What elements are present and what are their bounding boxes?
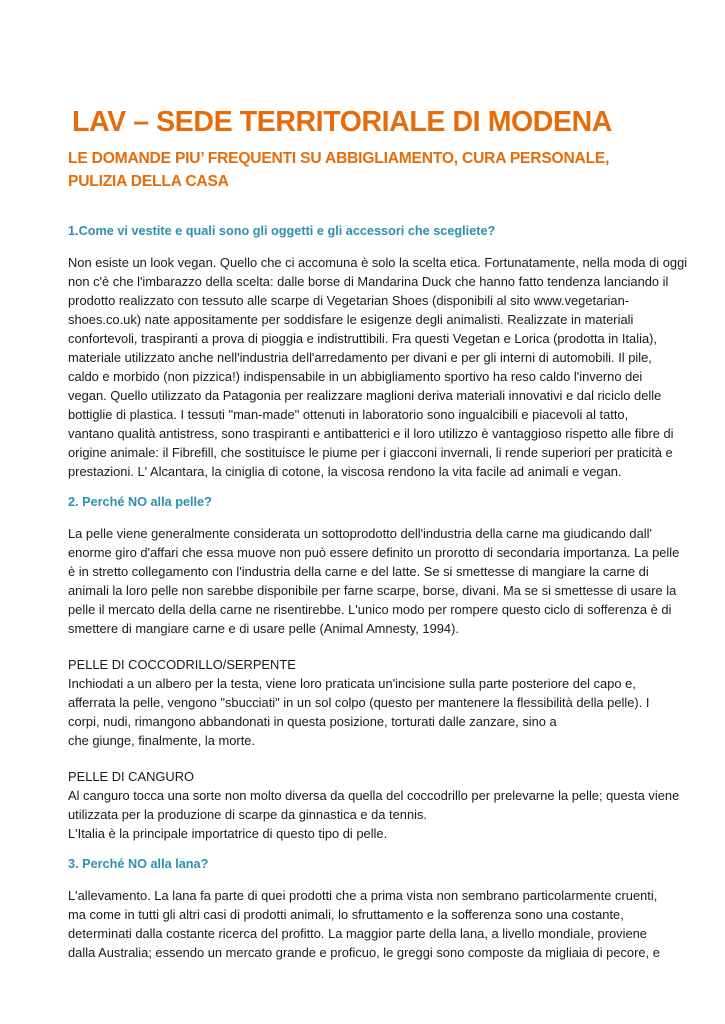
text-line: utilizzata per la produzione di scarpe da ginnastica e da tennis. [68, 807, 428, 822]
question-3-heading: 3. Perché NO alla lana? [68, 857, 209, 871]
text-line: Inchiodati a un albero per la testa, viene loro praticata un'incisione sulla parte posteriore del capo e, [68, 676, 636, 691]
question-3-answer [68, 886, 658, 962]
text-line: prodotto realizzato con tessuto alle scarpe di Vegetarian Shoes (disponibili al sito www.vegetarian- [68, 293, 630, 308]
document-page [68, 104, 688, 962]
text-line: vantano qualità antistress, sono traspiranti e antibatterici e il loro utilizzo è vantaggioso rispetto alle fibre di [68, 426, 674, 441]
subtitle-line: LE DOMANDE PIU’ FREQUENTI SU ABBIGLIAMENTO, CURA PERSONALE, [68, 150, 610, 167]
crocodile-section-title: PELLE DI COCCODRILLO/SERPENTE [68, 657, 296, 672]
question-2-heading: 2. Perché NO alla pelle? [68, 495, 212, 509]
question-1-answer [68, 253, 688, 481]
text-line: caldo e morbido (non pizzica!) indispensabile in un abbigliamento sportivo ha reso caldo l'inverno dei [68, 369, 643, 384]
question-2-answer [68, 524, 680, 638]
text-line: corpi, nudi, rimangono abbandonati in questa posizione, torturati dalle zanzare, sino a [68, 714, 557, 729]
text-line: origine animale: il Fibrefill, che sostituisce le piume per i giacconi invernali, li rende superiori per praticità e [68, 445, 673, 460]
text-line: pelle il mercato della della carne ne risentirebbe. L'unico modo per rompere questo ciclo di sofferenza è di [68, 602, 672, 617]
text-line: animali la loro pelle non sarebbe disponibile per farne scarpe, borse, divani. Ma se si smettesse di usare la [68, 583, 677, 598]
text-line: materiale utilizzato anche nell'industria dell'arredamento per divani e per gli interni di automobili. Il pile, [68, 350, 652, 365]
text-line: confortevoli, traspiranti a prova di pioggia e indistruttibili. Fra questi Vegetan e Lorica (prodotta in Italia), [68, 331, 657, 346]
text-line: dalla Australia; essendo un mercato grande e proficuo, le greggi sono composte da migliaia di pecore, e [68, 945, 660, 960]
kangaroo-section-text [68, 786, 680, 843]
text-line: vegan. Quello utilizzato da Patagonia per realizzare maglioni deriva materiali innovativi e dal riciclo delle [68, 388, 662, 403]
text-line: L'Italia è la principale importatrice di questo tipo di pelle. [68, 826, 388, 841]
text-line: bottiglie di plastica. I tessuti "man-made" ottenuti in laboratorio sono ingualcibili e piacevoli al tatto, [68, 407, 629, 422]
text-line: shoes.co.uk) nate appositamente per soddisfare le esigenze degli animalisti. Realizzate in materiali [68, 312, 634, 327]
kangaroo-section-title: PELLE DI CANGURO [68, 769, 195, 784]
text-line: Non esiste un look vegan. Quello che ci accomuna è solo la scelta etica. Fortunatamente, nella moda di oggi [68, 255, 688, 270]
text-line: prestazioni. L' Alcantara, la ciniglia di cotone, la viscosa rendono la vita facile ad animali e vegan. [68, 464, 622, 479]
text-line: ma come in tutti gli altri casi di prodotti animali, lo sfruttamento e la sofferenza sono una costante, [68, 907, 624, 922]
document-subtitle [68, 148, 658, 193]
text-line: afferrata la pelle, vengono "sbucciati" in un sol colpo (questo per mantenere la flessibilità della pelle). I [68, 695, 650, 710]
text-line: determinati dalla costante ricerca del profitto. La maggior parte della lana, a livello mondiale, proviene [68, 926, 647, 941]
question-1-heading: 1.Come vi vestite e quali sono gli oggetti e gli accessori che scegliete? [68, 224, 496, 238]
document-title: LAV – SEDE TERRITORIALE DI MODENA [72, 106, 612, 138]
text-line: che giunge, finalmente, la morte. [68, 733, 256, 748]
text-line: non c'è che l'imbarazzo della scelta: dalle borse di Mandarina Duck che hanno fatto tendenza lanciando il [68, 274, 669, 289]
crocodile-section-text [68, 674, 658, 750]
text-line: smettere di mangiare carne e di usare pelle (Animal Amnesty, 1994). [68, 621, 459, 636]
subtitle-line: PULIZIA DELLA CASA [68, 172, 229, 190]
text-line: Al canguro tocca una sorte non molto diversa da quella del coccodrillo per prelevarne la pelle; questa viene [68, 788, 680, 803]
text-line: L'allevamento. La lana fa parte di quei prodotti che a prima vista non sembrano particolarmente cruenti, [68, 888, 658, 903]
text-line: enorme giro d'affari che essa muove non può essere definito un prorotto di secondaria importanza. La pelle [68, 545, 680, 560]
text-line: La pelle viene generalmente considerata un sottoprodotto dell'industria della carne ma giudicando dall' [68, 526, 652, 541]
text-line: è in stretto collegamento con l'industria della carne e del latte. Se si smettesse di mangiare la carne di [68, 564, 649, 579]
